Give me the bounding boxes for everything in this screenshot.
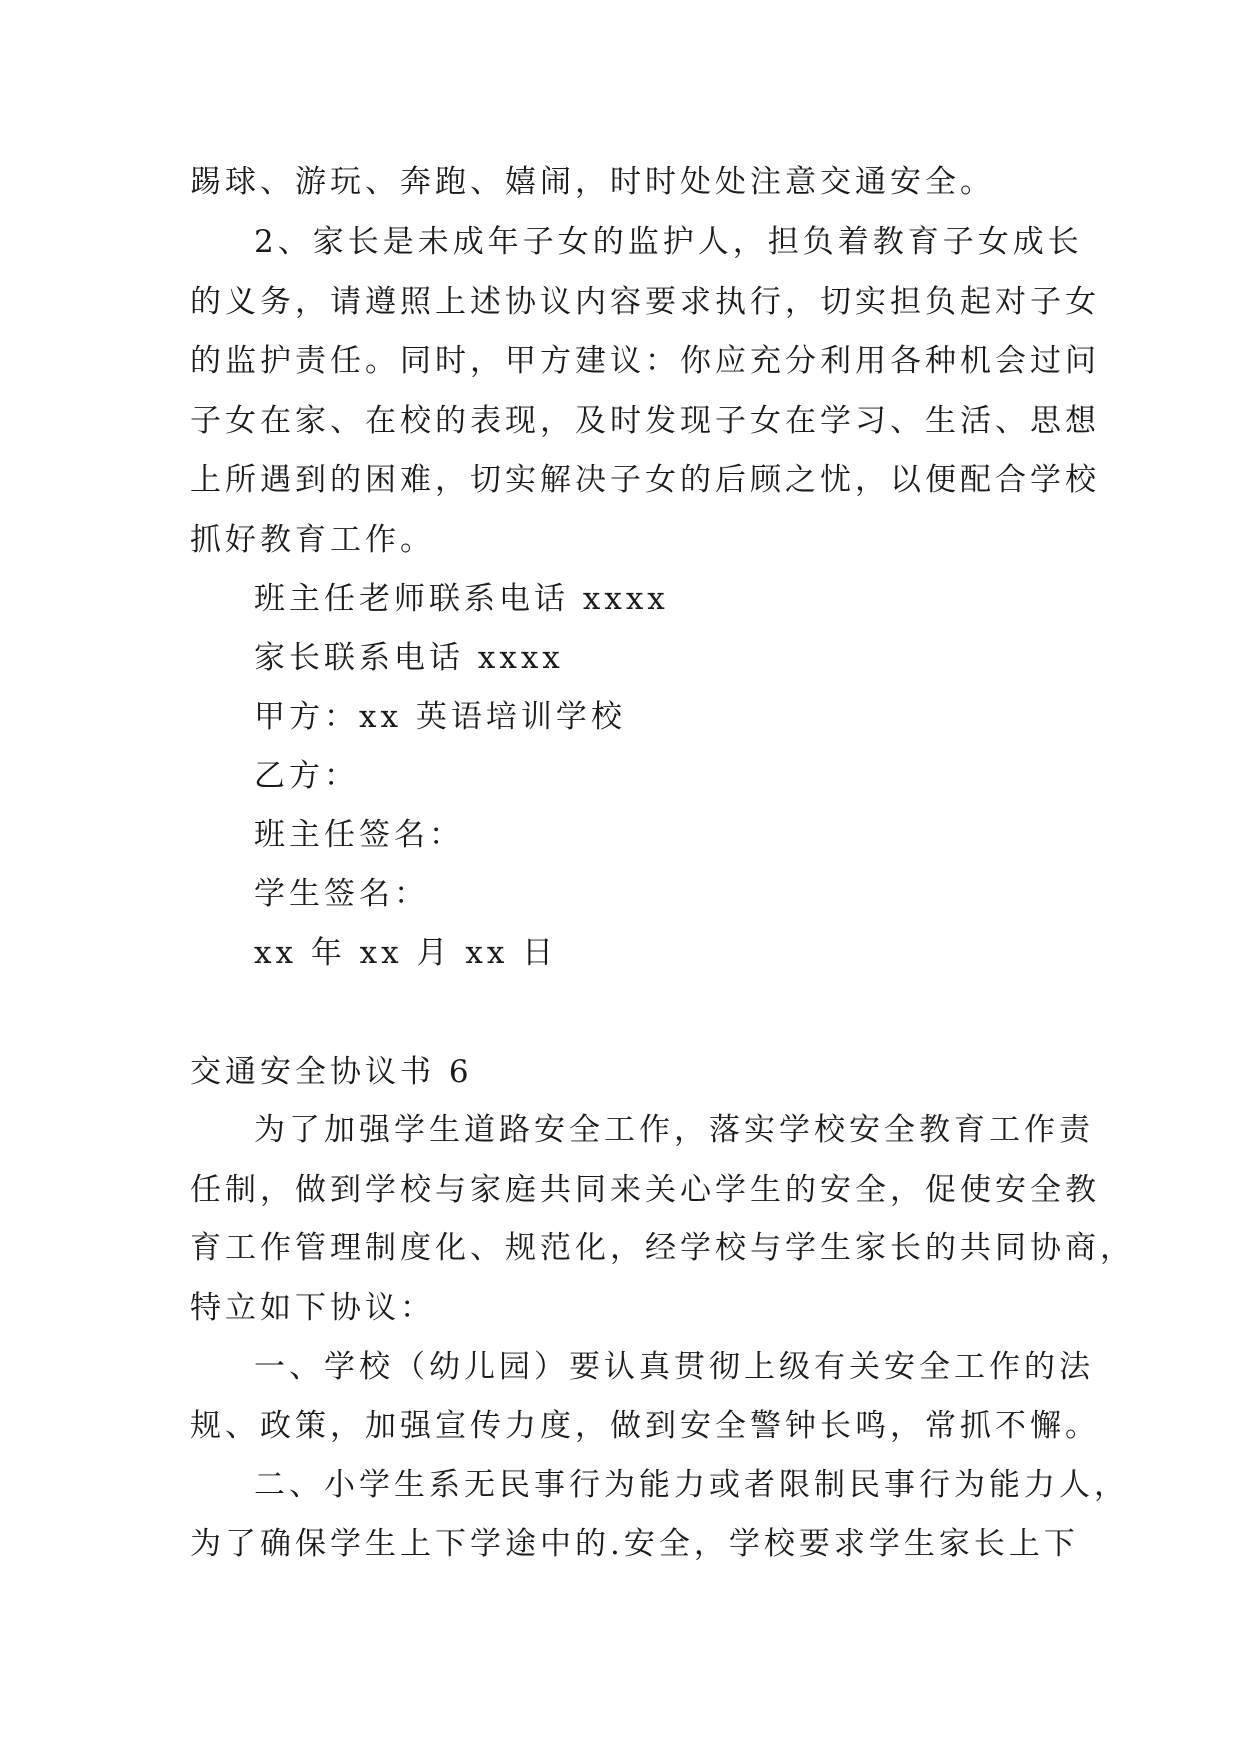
- paragraph-2-line-3: 的监护责任。同时，甲方建议：你应充分利用各种机会过问: [190, 343, 1100, 379]
- party-b: 乙方：: [254, 758, 359, 794]
- paragraph-5-line-2: 为了确保学生上下学途中的.安全，学校要求学生家长上下: [190, 1526, 1079, 1562]
- paragraph-2-line-6: 抓好教育工作。: [190, 522, 435, 558]
- paragraph-3-line-3: 育工作管理制度化、规范化，经学校与学生家长的共同协商，: [190, 1230, 1135, 1266]
- student-signature: 学生签名：: [254, 876, 429, 912]
- section-title: 交通安全协议书 6: [190, 1054, 473, 1090]
- party-a: 甲方：xx 英语培训学校: [254, 699, 626, 735]
- paragraph-3-line-4: 特立如下协议：: [190, 1290, 435, 1326]
- paragraph-5-line-1: 二、小学生系无民事行为能力或者限制民事行为能力人，: [254, 1467, 1129, 1503]
- paragraph-4-line-2: 规、政策，加强宣传力度，做到安全警钟长鸣，常抓不懈。: [190, 1408, 1100, 1444]
- paragraph-2-line-2: 的义务，请遵照上述协议内容要求执行，切实担负起对子女: [190, 284, 1100, 320]
- paragraph-3-line-1: 为了加强学生道路安全工作，落实学校安全教育工作责: [254, 1112, 1094, 1148]
- parent-phone: 家长联系电话 xxxx: [254, 640, 564, 676]
- paragraph-2-line-1: 2、家长是未成年子女的监护人，担负着教育子女成长: [254, 224, 1083, 260]
- paragraph-2-line-5: 上所遇到的困难，切实解决子女的后顾之忧，以便配合学校: [190, 462, 1100, 498]
- paragraph-4-line-1: 一、学校（幼儿园）要认真贯彻上级有关安全工作的法: [254, 1349, 1094, 1385]
- paragraph-1-line-1: 踢球、游玩、奔跑、嬉闹，时时处处注意交通安全。: [190, 164, 995, 200]
- paragraph-2-line-4: 子女在家、在校的表现，及时发现子女在学习、生活、思想: [190, 403, 1100, 439]
- teacher-signature: 班主任签名：: [254, 817, 464, 853]
- date-line: xx 年 xx 月 xx 日: [254, 935, 558, 971]
- teacher-phone: 班主任老师联系电话 xxxx: [254, 581, 669, 617]
- paragraph-3-line-2: 任制，做到学校与家庭共同来关心学生的安全，促使安全教: [190, 1172, 1100, 1208]
